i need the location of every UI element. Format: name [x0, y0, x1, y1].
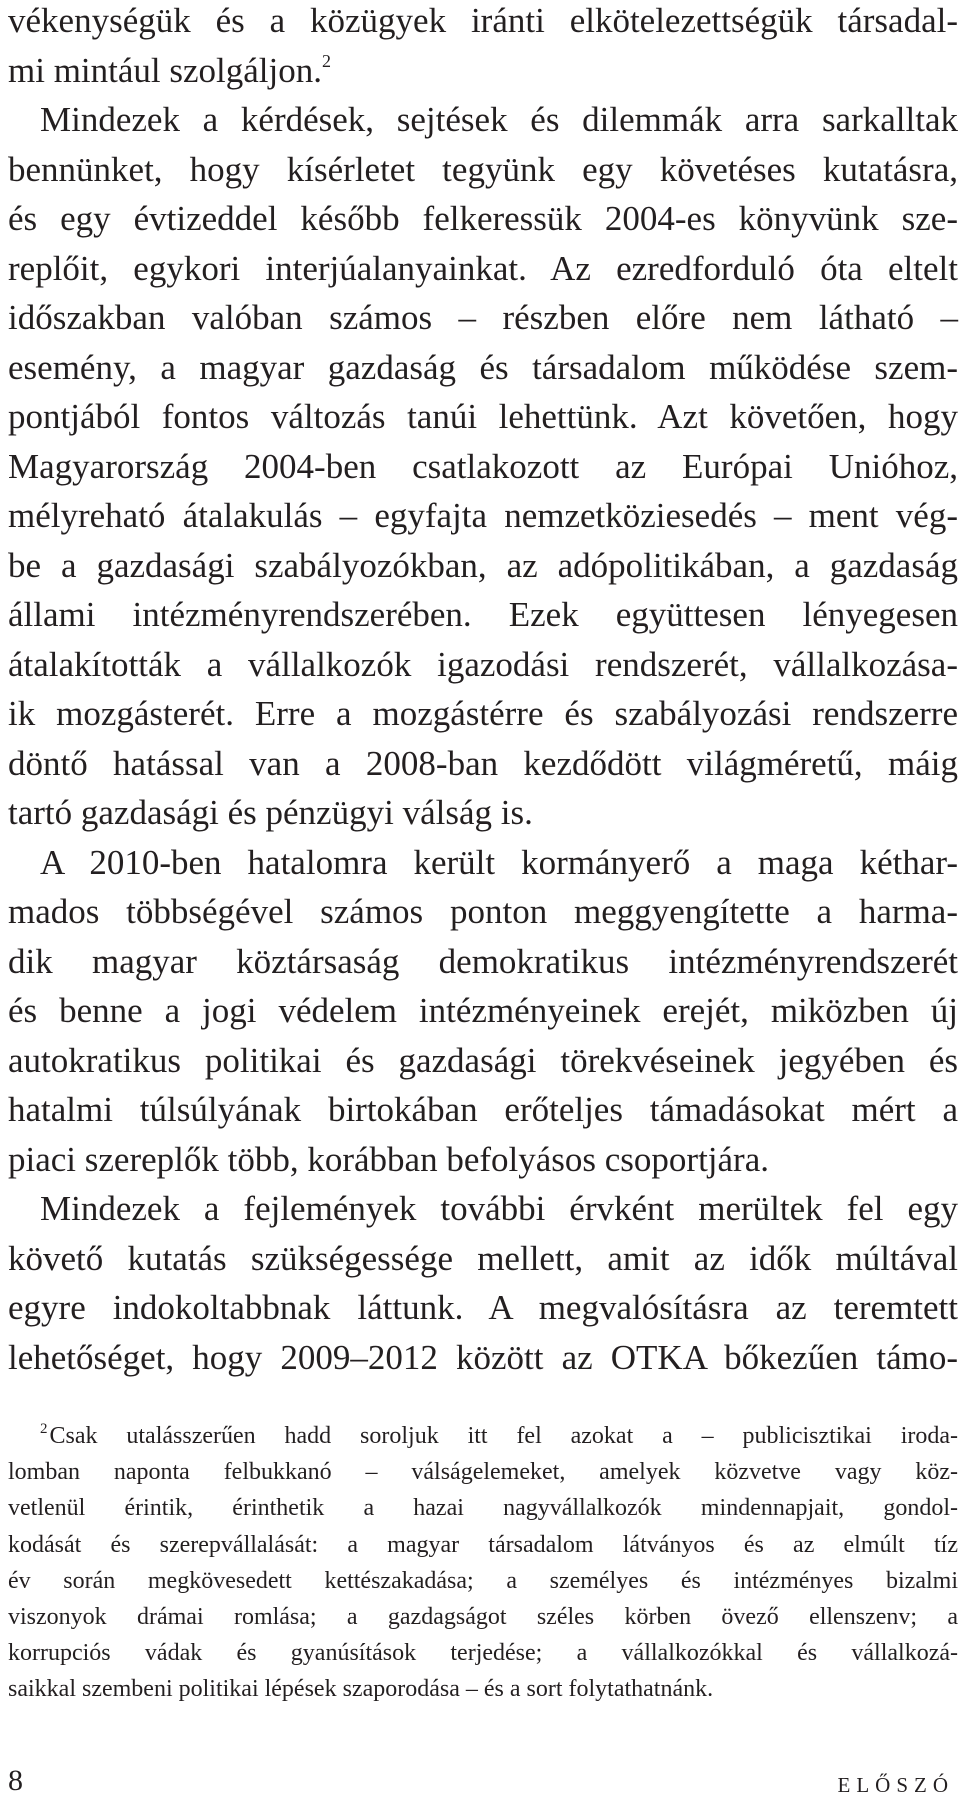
text-line: egyre indokoltabbnak láttunk. A megvalósításra az teremtett	[8, 1288, 958, 1327]
text-line: piaci szereplők több, korábban befolyásos csoportjára.	[8, 1139, 769, 1179]
footnote-line: kodását és szerepvállalását: a magyar társadalom látványos és az elmúlt tíz	[8, 1531, 958, 1558]
footnote-line: év során megkövesedett kettészakadása; a személyes és intézményes bizalmi	[8, 1567, 958, 1594]
text-line: és benne a jogi védelem intézményeinek erejét, miközben új	[8, 991, 958, 1030]
text-line: esemény, a magyar gazdaság és társadalom működése szem-	[8, 347, 958, 387]
text-line: állami intézményrendszerében. Ezek együttesen lényegesen	[8, 595, 958, 634]
text-line: replőit, egykori interjúalanyainkat. Az ezredforduló óta eltelt	[8, 248, 958, 288]
footnote-line: viszonyok drámai romlása; a gazdagságot széles körben övező ellenszenv; a	[8, 1603, 958, 1630]
footnote	[8, 1418, 958, 1708]
footnote-reference: 2	[322, 50, 331, 71]
footnote-line: korrupciós vádak és gyanúsítások terjedése; a vállalkozókkal és vállalkozá-	[8, 1640, 958, 1667]
text-line: pontjából fontos változás tanúi lehettünk. Azt követően, hogy	[8, 397, 958, 436]
paragraph-first-line: Mindezek a fejlemények további érvként merültek fel egy	[40, 1189, 958, 1228]
text-line: döntő hatással van a 2008-ban kezdődött világméretű, máig	[8, 743, 958, 783]
text-line: dik magyar köztársaság demokratikus intézményrendszerét	[8, 941, 958, 981]
text-line: időszakban valóban számos – részben előre nem látható –	[8, 298, 958, 337]
page-number: 8	[8, 1764, 23, 1797]
text-line-content: mi mintául szolgáljon.	[8, 50, 322, 90]
running-head: ELŐSZÓ	[837, 1773, 954, 1797]
text-line: tartó gazdasági és pénzügyi válság is.	[8, 793, 533, 832]
text-line: átalakították a vállalkozók igazodási rendszerét, vállalkozása-	[8, 644, 958, 684]
main-text	[8, 0, 958, 1382]
paragraph-first-line: A 2010-ben hatalomra került kormányerő a maga kéthar-	[40, 842, 958, 882]
text-line: követő kutatás szükségessége mellett, amit az idők múltával	[8, 1238, 958, 1278]
text-line: Magyarország 2004-ben csatlakozott az Európai Unióhoz,	[8, 446, 958, 486]
text-line: lehetőséget, hogy 2009–2012 között az OTKA bőkezűen támo-	[8, 1337, 958, 1377]
footnote-line: vetlenül érintik, érinthetik a hazai nagyvállalkozók mindennapjait, gondol-	[8, 1495, 958, 1522]
footnote-line: lomban naponta felbukkanó – válságelemeket, amelyek közvetve vagy köz-	[8, 1459, 958, 1486]
text-line	[8, 46, 958, 96]
text-line: bennünket, hogy kísérletet tegyünk egy követéses kutatásra,	[8, 149, 958, 189]
text-line: ik mozgásterét. Erre a mozgástérre és szabályozási rendszerre	[8, 694, 958, 733]
footnote-marker: 2	[40, 1421, 48, 1437]
text-line: és egy évtizeddel később felkeressük 2004-es könyvünk sze-	[8, 199, 958, 238]
text-line: autokratikus politikai és gazdasági törekvéseinek jegyében és	[8, 1040, 958, 1080]
text-line: mélyreható átalakulás – egyfajta nemzetköziesedés – ment vég-	[8, 496, 958, 535]
footnote-line: saikkal szembeni politikai lépések szaporodása – és a sort folytathatnánk.	[8, 1676, 714, 1703]
footnote-line	[8, 1418, 958, 1454]
text-line: hatalmi túlsúlyának birtokában erőteljes támadásokat mért a	[8, 1090, 958, 1129]
paragraph-first-line: Mindezek a kérdések, sejtések és dilemmák arra sarkalltak	[40, 100, 958, 139]
footnote-line-content: Csak utalásszerűen hadd soroljuk itt fel azokat a – publicisztikai iroda-	[49, 1423, 958, 1449]
text-line: be a gazdasági szabályozókban, az adópolitikában, a gazdaság	[8, 545, 958, 585]
text-line: vékenységük és a közügyek iránti elkötelezettségük társadal-	[8, 1, 958, 40]
text-line: mados többségével számos ponton meggyengítette a harma-	[8, 892, 958, 931]
